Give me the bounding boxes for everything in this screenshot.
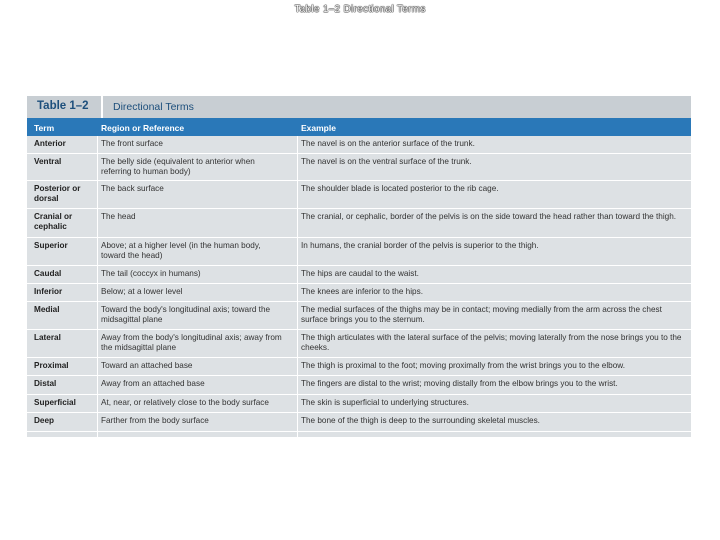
cell-term: Deep [34,416,55,425]
cell-term: Proximal [34,361,69,370]
table-row [27,181,691,209]
cell-region: The tail (coccyx in humans) [101,269,201,278]
cell-example: The thigh articulates with the lateral surface of the pelvis; moving laterally from the nose brings you to the cheeks. [301,333,682,352]
cell-region: Toward the body's longitudinal axis; toward the midsagittal plane [101,305,271,324]
cell-example: The cranial, or cephalic, border of the pelvis is on the side toward the head rather than toward the thigh. [301,212,677,221]
table-row [27,266,691,284]
cell-region: Farther from the body surface [101,416,209,425]
cell-example: The thigh is proximal to the foot; moving proximally from the wrist brings you to the elbow. [301,361,626,370]
table-row [27,284,691,302]
table-row [27,358,691,376]
cell-term: Cranial or cephalic [34,212,73,231]
table-title: Directional Terms [113,101,194,113]
table-row [27,238,691,266]
column-separator [97,136,98,437]
cell-example: The knees are inferior to the hips. [301,287,423,296]
table-row [27,376,691,395]
cell-region: The belly side (equivalent to anterior when referring to human body) [101,157,255,176]
table-row [27,395,691,413]
cell-term: Ventral [34,157,62,166]
column-separator [297,136,298,437]
cell-region: The front surface [101,139,163,148]
table-caption [27,96,691,118]
cell-region: Above; at a higher level (in the human body, toward the head) [101,241,261,260]
cell-example: The skin is superficial to underlying structures. [301,398,469,407]
cell-region: Below; at a lower level [101,287,183,296]
table-row [27,413,691,432]
table-number: Table 1–2 [37,100,89,112]
cell-term: Superior [34,241,68,250]
cell-term: Superficial [34,398,76,407]
cell-region: Away from the body's longitudinal axis; away from the midsagittal plane [101,333,282,352]
header-region: Region or Reference [101,123,185,133]
cell-term: Caudal [34,269,62,278]
slide-title: Table 1–2 Directional Terms [294,4,426,15]
table-row [27,209,691,238]
cell-example: The navel is on the anterior surface of the trunk. [301,139,475,148]
cell-example: The shoulder blade is located posterior to the rib cage. [301,184,499,193]
cell-term: Anterior [34,139,66,148]
table-row [27,154,691,181]
table-row [27,302,691,330]
cell-example: The navel is on the ventral surface of the trunk. [301,157,472,166]
cell-term: Medial [34,305,60,314]
cell-example: The bone of the thigh is deep to the surrounding skeletal muscles. [301,416,540,425]
cell-example: The fingers are distal to the wrist; moving distally from the elbow brings you to the wrist. [301,379,618,388]
cell-term: Distal [34,379,57,388]
table-body [27,136,691,432]
table-row [27,330,691,358]
cell-example: In humans, the cranial border of the pelvis is superior to the thigh. [301,241,539,250]
caption-divider [101,96,103,118]
cell-region: The back surface [101,184,164,193]
cell-region: At, near, or relatively close to the body surface [101,398,269,407]
table-header [27,118,691,136]
table-row [27,136,691,154]
cell-term: Inferior [34,287,63,296]
header-example: Example [301,123,336,133]
directional-terms-table [27,96,691,437]
cell-region: Away from an attached base [101,379,205,388]
cell-example: The hips are caudal to the waist. [301,269,419,278]
header-term: Term [34,123,55,133]
cell-term: Posterior or dorsal [34,184,81,203]
cell-term: Lateral [34,333,61,342]
cell-region: Toward an attached base [101,361,193,370]
cell-region: The head [101,212,136,221]
cell-example: The medial surfaces of the thighs may be in contact; moving medially from the arm across the chest surface brings you to the sternum. [301,305,662,324]
